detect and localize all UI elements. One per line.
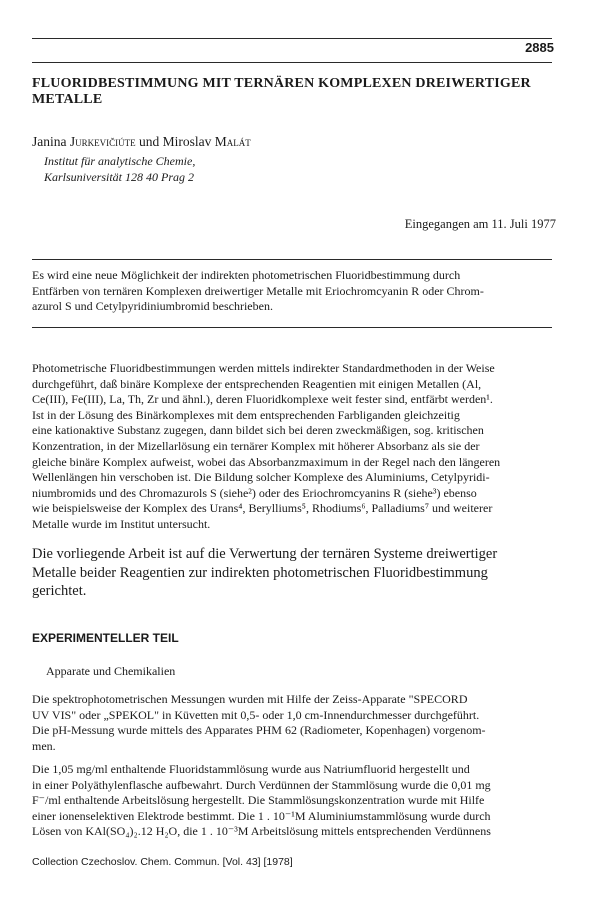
aim-line: Die vorliegende Arbeit ist auf die Verwertung der ternären Systeme dreiwertiger [32,546,498,562]
intro-line: Ist in der Lösung des Binärkomplexes mit dem entsprechenden Farbliganden gleichzeitig [32,407,460,422]
solution-line: Lösen von KAl(SO₄)₂.12 H₂O, die 1 . 10⁻³M Arbeitslösung mittels entsprechenden Verdünnens [32,824,491,839]
introduction-paragraph [32,361,552,533]
intro-line: Wellenlängen hin verschoben ist. Die Bildung solcher Komplexe des Aluminiums, Cetylpyridi- [32,470,490,485]
abstract-top-rule [32,259,552,260]
intro-line: Metalle wurde im Institut untersucht. [32,516,211,531]
author-2-given: Miroslav [162,134,212,149]
abstract [32,268,552,315]
header-rule [32,62,552,63]
intro-line: durchgeführt, daß binäre Komplexe der entsprechenden Reagentien mit einigen Metallen (Al, [32,376,482,391]
subsection-heading: Apparate und Chemikalien [46,664,176,678]
intro-line: Ce(III), Fe(III), La, Th, Zr und ähnl.), deren Fluoridkomplexe weit fester sind, entfärbt werden¹. [32,392,493,407]
abstract-line: Es wird eine neue Möglichkeit der indirekten photometrischen Fluoridbestimmung durch [32,268,461,282]
abstract-line: azurol S und Cetylpyridiniumbromid beschrieben. [32,299,273,314]
intro-line: wie beispielsweise der Komplex des Urans⁴, Berylliums⁵, Rhodiums⁶, Palladiums⁷ und weiterer [32,501,493,516]
solution-line: Die 1,05 mg/ml enthaltende Fluoridstammlösung wurde aus Natriumfluorid hergestellt und [32,762,470,776]
journal-footer: Collection Czechoslov. Chem. Commun. [Vol. 43] [1978] [32,856,293,868]
page-number: 2885 [525,40,554,55]
article-title: FLUORIDBESTIMMUNG MIT TERNÄREN KOMPLEXEN DREIWERTIGER METALLE [32,76,531,107]
apparatus-line: Die spektrophotometrischen Messungen wurden mit Hilfe der Zeiss-Apparate "SPECORD [32,692,468,706]
intro-line: gleiche binäre Komplex aufweist, wobei das Absorbanzmaximum in der Regel nach den längeren [32,454,501,469]
abstract-line: Entfärben von ternären Komplexen dreiwertiger Metalle mit Eriochromcyanin R oder Chrom- [32,283,484,298]
intro-line: niumbromids und des Chromazurols S (siehe²) oder des Eriochromcyanins R (siehe³) ebenso [32,485,477,500]
intro-line: eine kationaktive Substanz zugegen, dann bildet sich bei deren zweckmäßigen, sog. kritischen [32,423,484,438]
affiliation-line-1: Institut für analytische Chemie, [44,154,196,168]
aim-paragraph [32,545,552,601]
author-1-surname: Jurkevičiúte [69,134,136,149]
apparatus-paragraph [32,692,552,754]
solution-line: einer ionenselektiven Elektrode bestimmt. Die 1 . 10⁻¹M Aluminiumstammlösung wurde durch [32,808,491,823]
affiliation-line-2: Karlsuniversität 128 40 Prag 2 [44,170,195,184]
intro-line: Photometrische Fluoridbestimmungen werden mittels indirekter Standardmethoden in der Weise [32,361,495,375]
author-1-given: Janina [32,134,67,149]
apparatus-line: men. [32,738,56,753]
aim-line: Metalle beider Reagentien zur indirekten photometrischen Fluoridbestimmung [32,564,488,581]
solutions-paragraph [32,762,552,840]
intro-line: Konzentration, in der Mizellarlösung ein ternärer Komplex mit höherer Absorbanz als sie der [32,438,480,453]
apparatus-line: Die pH-Messung wurde mittels des Apparates PHM 62 (Radiometer, Kopenhagen) vorgenom- [32,723,486,738]
solution-line: F⁻/ml enthaltende Arbeitslösung hergestellt. Die Stammlösungskonzentration wurde mit Hilfe [32,793,485,808]
aim-line: gerichtet. [32,583,87,599]
section-heading: EXPERIMENTELLER TEIL [32,631,179,645]
solution-line: in einer Polyäthylenflasche aufbewahrt. Durch Verdünnen der Stammlösung wurde die 0,01 mg [32,777,491,792]
authors-line [32,134,251,150]
author-2-surname: Malát [214,134,251,149]
header-rule-left [32,38,552,39]
apparatus-line: UV VIS" oder „SPEKOL" in Küvetten mit 0,5- oder 1,0 cm-Innendurchmesser durchgeführt. [32,707,480,722]
authors-conjunction: und [139,134,160,149]
abstract-bottom-rule [32,327,552,328]
received-date: Eingegangen am 11. Juli 1977 [404,217,556,231]
